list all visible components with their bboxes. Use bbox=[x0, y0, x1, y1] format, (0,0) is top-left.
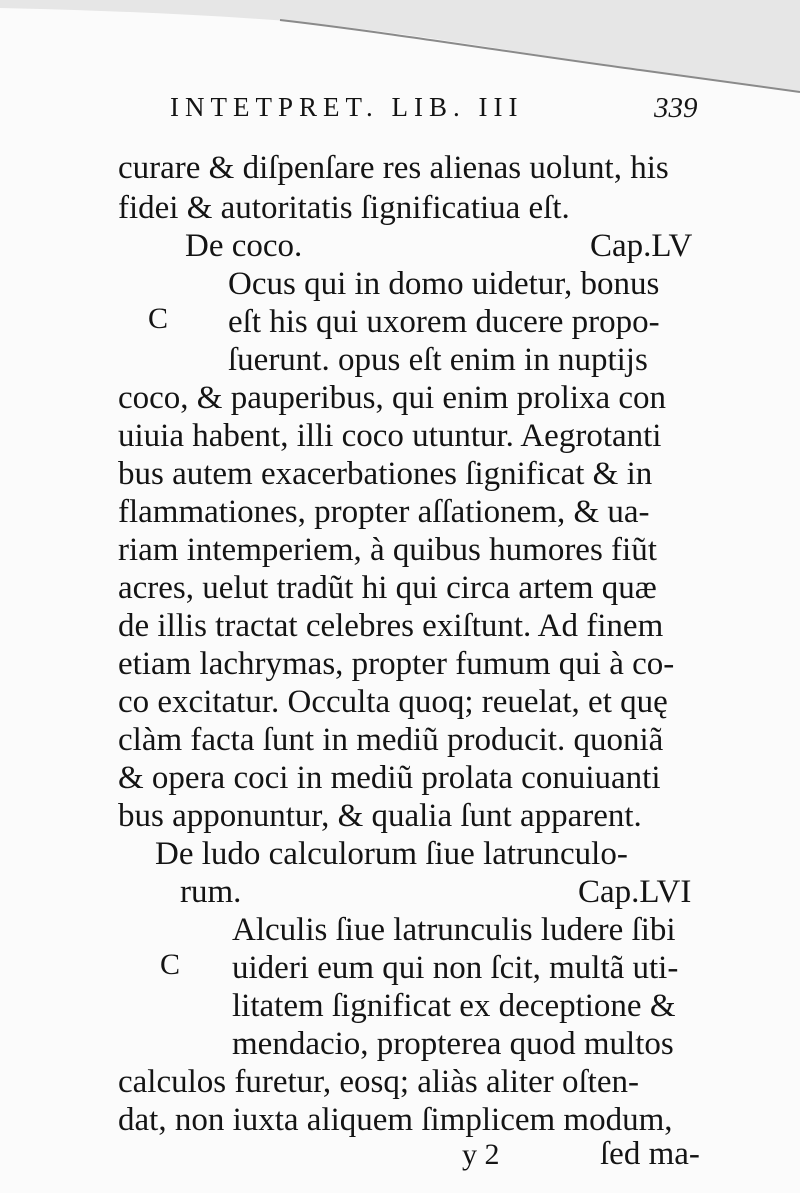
text-line: litatem ſignificat ex deceptione & bbox=[232, 988, 676, 1024]
page-number: 339 bbox=[654, 92, 698, 124]
text-line: bus autem exacerbationes ſignificat & in bbox=[118, 456, 653, 492]
running-title: INTETPRET. LIB. III bbox=[170, 92, 524, 122]
text-line: curare & diſpenſare res alienas uolunt, his bbox=[118, 150, 669, 186]
text-line: dat, non iuxta aliquem ſimplicem modum, bbox=[118, 1102, 673, 1138]
chapter-heading: De coco. bbox=[185, 228, 303, 264]
text-line: calculos furetur, eosq; aliàs aliter oſten- bbox=[118, 1064, 639, 1100]
signature-mark: y 2 bbox=[462, 1138, 500, 1171]
drop-initial: C bbox=[160, 948, 181, 981]
text-line: acres, uelut tradũt hi qui circa artem quæ bbox=[118, 570, 657, 606]
drop-initial: C bbox=[148, 302, 169, 335]
text-line: mendacio, propterea quod multos bbox=[232, 1026, 674, 1062]
text-line: co excitatur. Occulta quoq; reuelat, et quę bbox=[118, 684, 668, 720]
text-line: eſt his qui uxorem ducere propo- bbox=[228, 304, 660, 340]
text-line: bus apponuntur, & qualia ſunt apparent. bbox=[118, 798, 642, 834]
text-line: Ocus qui in domo uidetur, bonus bbox=[228, 266, 660, 302]
text-line: Alculis ſiue latrunculis ludere ſibi bbox=[232, 912, 676, 948]
text-line: uideri eum qui non ſcit, multã uti- bbox=[232, 950, 679, 986]
catchword: ſed ma- bbox=[600, 1136, 700, 1172]
text-line: riam intemperiem, à quibus humores fiũt bbox=[118, 532, 657, 568]
text-line: de illis tractat celebres exiſtunt. Ad finem bbox=[118, 608, 664, 644]
text-line: flammationes, propter aſſationem, & ua- bbox=[118, 494, 650, 530]
text-line: & opera coci in mediũ prolata conuiuanti bbox=[118, 760, 661, 796]
text-line: ſuerunt. opus eſt enim in nuptijs bbox=[228, 342, 648, 378]
text-line: uiuia habent, illi coco utuntur. Aegrotanti bbox=[118, 418, 662, 454]
text-line: etiam lachrymas, propter fumum qui à co- bbox=[118, 646, 675, 682]
chapter-heading: De ludo calculorum ſiue latrunculo- bbox=[155, 836, 628, 872]
text-line: coco, & pauperibus, qui enim prolixa con bbox=[118, 380, 667, 416]
chapter-heading-cont: rum. bbox=[180, 874, 242, 910]
chapter-number: Cap.LV bbox=[590, 228, 693, 264]
text-line: clàm facta ſunt in mediũ producit. quoniã bbox=[118, 722, 664, 758]
chapter-number: Cap.LVI bbox=[578, 874, 692, 910]
text-line: fidei & autoritatis ſignificatiua eſt. bbox=[118, 190, 570, 226]
